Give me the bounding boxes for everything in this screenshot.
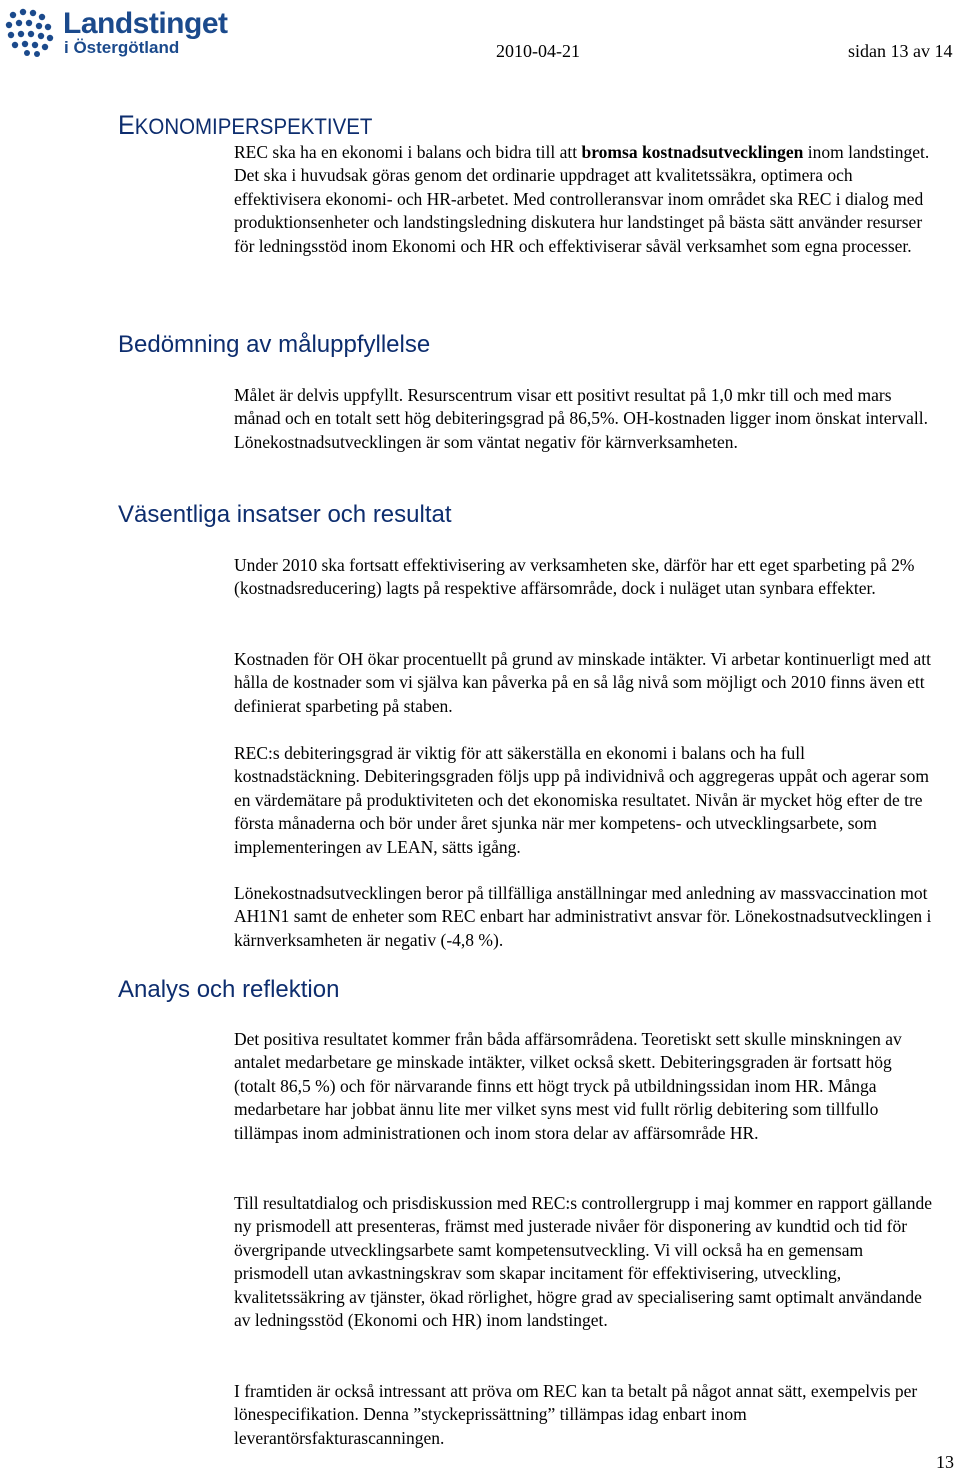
analysis-paragraph-2: Till resultatdialog och prisdiskussion med REC:s controllergrupp i maj kommer en rapport gällande ny prismodell att presenteras, främst med justerade nivåer för disponering av kundtid och tid för övergripande utvecklingsarbete samt kompetensutveckling. Vi vill också ha en gemensam prismodell utan avkastningskrav som skapar incitament för effektivisering, utveckling, kvalitetssäkring av tjänster, ökad rörlighet, högre grad av specialisering samt optimalt användande av ledningsstöd (Ekonomi och HR) inom landstinget. bbox=[234, 1193, 932, 1331]
section-title-rest: KONOMIPERSPEKTIVET bbox=[134, 114, 373, 139]
intro-text-1: REC ska ha en ekonomi i balans och bidra till att bbox=[234, 142, 582, 162]
page-header bbox=[0, 0, 960, 80]
footer-page-number: 13 bbox=[936, 1452, 954, 1472]
efforts-paragraph-4: Lönekostnadsutvecklingen beror på tillfälliga anställningar med anledning av massvaccination mot AH1N1 samt de enheter som REC enbart har administrativt ansvar för. Lönekostnadsutvecklingen i kärnverksamheten är negativ (-4,8 %). bbox=[234, 883, 932, 950]
intro-text-2: inom landstinget. Det ska i huvudsak göras genom det ordinarie uppdraget att kvalitetssäkra, optimera och effektivisera ekonomi- och HR-arbetet. Med controlleransvar inom området ska REC i dialog med produktionsenheter och landstingsledning diskutera hur landstinget på bästa sätt använder resurser för ledningsstöd inom Ekonomi och HR och effektiviserar såväl verksamhet som egna processer. bbox=[234, 142, 930, 256]
analysis-paragraph-1: Det positiva resultatet kommer från båda affärsområdena. Teoretiskt sett skulle minskningen av antalet medarbetare ge minskade intäkter, vilket också skett. Debiteringsgraden är fortsatt hög (totalt 86,5 %) och för närvarande finns ett högt tryck på utbildningssidan inom HR. Många medarbetare har jobbat ännu lite mer vilket syns mest vid fullt rörlig debitering som tillfullo tillämpas inom administrationen och inom stora delar av affärsområde HR. bbox=[234, 1029, 902, 1143]
assessment-paragraph: Målet är delvis uppfyllt. Resurscentrum visar ett positivt resultat på 1,0 mkr till och med mars månad och en totalt sett hög debiteringsgrad på 86,5%. OH-kostnaden ligger inom önskat intervall. Lönekostnadsutvecklingen är som väntat negativ för kärnverksamheten. bbox=[234, 385, 929, 452]
logo-subtitle: i Östergötland bbox=[64, 38, 180, 57]
analysis-heading: Analys och reflektion bbox=[118, 976, 340, 1003]
efforts-paragraph-1: Under 2010 ska fortsatt effektivisering av verksamheten ske, därför har ett eget sparbeting på 2% (kostnadsreducering) lagts på respektive affärsområde, dock i nuläget utan synbara effekter. bbox=[234, 555, 915, 599]
landstinget-logo bbox=[3, 6, 243, 58]
efforts-heading: Väsentliga insatser och resultat bbox=[118, 501, 452, 528]
intro-paragraph bbox=[234, 141, 934, 258]
logo-emblem-icon bbox=[3, 6, 59, 58]
efforts-paragraph-2: Kostnaden för OH ökar procentuellt på grund av minskade intäkter. Vi arbetar kontinuerligt med att hålla de kostnader som vi själva kan påverka på en så låg nivå som möjligt och 2010 finns även ett definierat sparbeting på staben. bbox=[234, 649, 931, 716]
intro-bold: bromsa kostnadsutvecklingen bbox=[581, 142, 804, 162]
efforts-paragraph-3: REC:s debiteringsgrad är viktig för att säkerställa en ekonomi i balans och ha full kostnadstäckning. Debiteringsgraden följs upp på individnivå och aggregeras uppåt och agerar som en värdemätare på produktiviteten och det ekonomiska resultatet. Nivån är mycket hög efter de tre första månaderna och bör under året sjunka när mer kompetens- och utvecklingsarbete, som implementeringen av LEAN, sätts igång. bbox=[234, 743, 929, 857]
document-date: 2010-04-21 bbox=[496, 41, 580, 61]
assessment-heading: Bedömning av måluppfyllelse bbox=[118, 331, 431, 358]
section-title-lead: E bbox=[118, 110, 135, 140]
section-title bbox=[118, 110, 372, 142]
logo-title: Landstinget bbox=[63, 7, 228, 40]
analysis-paragraph-3: I framtiden är också intressant att pröva om REC kan ta betalt på något annat sätt, exempelvis per lönespecifikation. Denna ”styckeprissättning” tillämpas idag enbart inom leverantörsfakturascanningen. bbox=[234, 1381, 918, 1448]
page-indicator: sidan 13 av 14 bbox=[848, 41, 953, 61]
